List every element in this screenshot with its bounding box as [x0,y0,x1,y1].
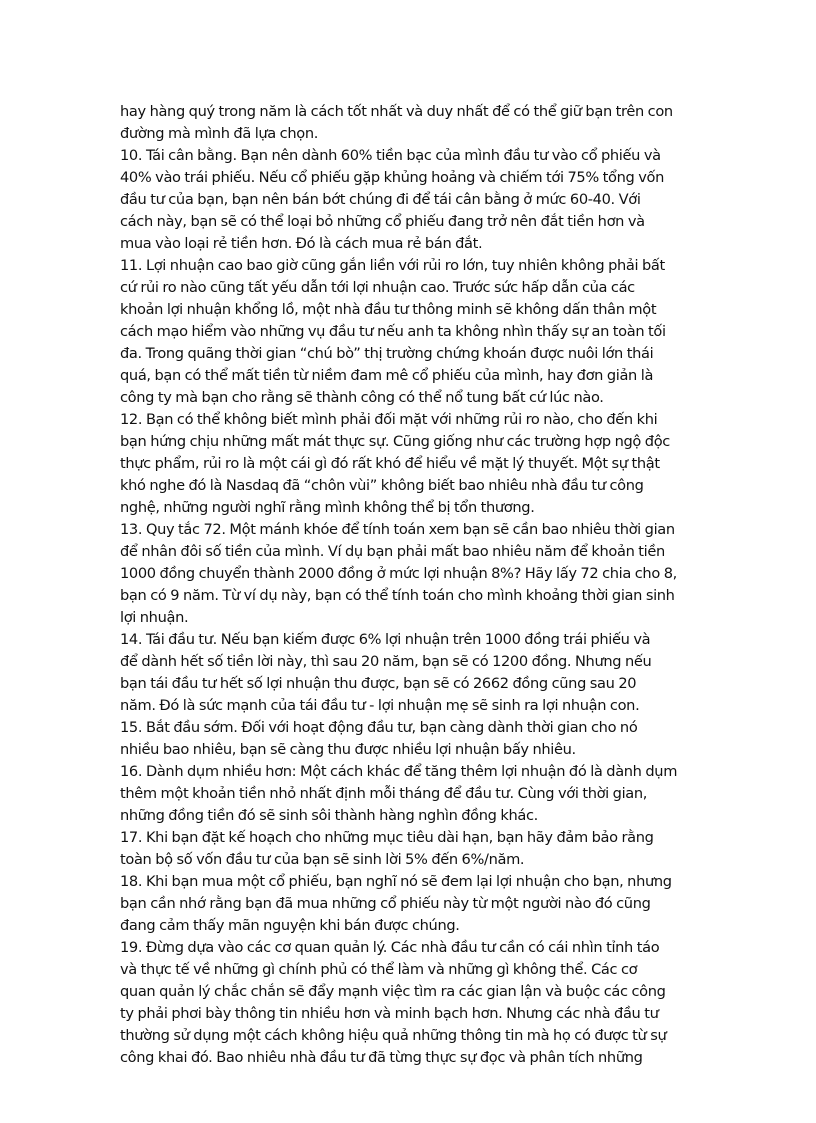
text-line: 19. Đừng dựa vào các cơ quan quản lý. Các nhà đầu tư cần có cái nhìn tỉnh táo [120,939,660,956]
text-line: hay hàng quý trong năm là cách tốt nhất và duy nhất để có thể giữ bạn trên con [120,103,673,120]
text-line: 40% vào trái phiếu. Nếu cổ phiếu gặp khủng hoảng và chiếm tới 75% tổng vốn [120,169,664,186]
text-line: nhiều bao nhiêu, bạn sẽ càng thu được nhiều lợi nhuận bấy nhiêu. [120,741,576,758]
text-line: đường mà mình đã lựa chọn. [120,125,319,142]
text-line: quá, bạn có thể mất tiền từ niềm đam mê cổ phiếu của mình, hay đơn giản là [120,367,654,384]
text-line: 14. Tái đầu tư. Nếu bạn kiếm được 6% lợi nhuận trên 1000 đồng trái phiếu và [120,631,651,648]
text-line: 16. Dành dụm nhiều hơn: Một cách khác để tăng thêm lợi nhuận đó là dành dụm [120,763,678,780]
text-line: 17. Khi bạn đặt kế hoạch cho những mục tiêu dài hạn, bạn hãy đảm bảo rằng [120,829,654,846]
text-line: khó nghe đó là Nasdaq đã “chôn vùi” không biết bao nhiêu nhà đầu tư công [120,477,644,494]
text-line: bạn cần nhớ rằng bạn đã mua những cổ phiếu này từ một người nào đó cũng [120,895,651,912]
text-line: 10. Tái cân bằng. Bạn nên dành 60% tiền bạc của mình đầu tư vào cổ phiếu và [120,147,661,164]
text-line: 1000 đồng chuyển thành 2000 đồng ở mức lợi nhuận 8%? Hãy lấy 72 chia cho 8, [120,565,677,582]
text-line: lợi nhuận. [120,609,189,626]
text-line: thường sử dụng một cách không hiệu quả những thông tin mà họ có được từ sự [120,1027,667,1044]
text-line: thêm một khoản tiền nhỏ nhất định mỗi tháng để đầu tư. Cùng với thời gian, [120,785,648,802]
text-line: bạn hứng chịu những mất mát thực sự. Cũng giống như các trường hợp ngộ độc [120,433,670,450]
text-line: cách này, bạn sẽ có thể loại bỏ những cổ phiếu đang trở nên đắt tiền hơn và [120,213,645,230]
text-line: nghệ, những người nghĩ rằng mình không thể bị tổn thương. [120,499,535,516]
text-line: cách mạo hiểm vào những vụ đầu tư nếu anh ta không nhìn thấy sự an toàn tối [120,323,666,340]
text-line: 12. Bạn có thể không biết mình phải đối mặt với những rủi ro nào, cho đến khi [120,411,658,428]
document-body-text [120,101,720,1069]
text-line: quan quản lý chắc chắn sẽ đẩy mạnh việc tìm ra các gian lận và buộc các công [120,983,666,1000]
text-line: đầu tư của bạn, bạn nên bán bớt chúng đi để tái cân bằng ở mức 60-40. Với [120,191,641,208]
text-line: ty phải phơi bày thông tin nhiều hơn và minh bạch hơn. Nhưng các nhà đầu tư [120,1005,659,1022]
text-line: 11. Lợi nhuận cao bao giờ cũng gắn liền với rủi ro lớn, tuy nhiên không phải bất [120,257,665,274]
text-line: để dành hết số tiền lời này, thì sau 20 năm, bạn sẽ có 1200 đồng. Nhưng nếu [120,653,652,670]
text-line: để nhân đôi số tiền của mình. Ví dụ bạn phải mất bao nhiêu năm để khoản tiền [120,543,665,560]
text-line: đa. Trong quãng thời gian “chú bò” thị trường chứng khoán được nuôi lớn thái [120,345,654,362]
text-line: 13. Quy tắc 72. Một mánh khóe để tính toán xem bạn sẽ cần bao nhiêu thời gian [120,521,675,538]
text-line: cứ rủi ro nào cũng tất yếu dẫn tới lợi nhuận cao. Trước sức hấp dẫn của các [120,279,635,296]
text-line: công khai đó. Bao nhiêu nhà đầu tư đã từng thực sự đọc và phân tích những [120,1049,643,1066]
text-line: công ty mà bạn cho rằng sẽ thành công có thể nổ tung bất cứ lúc nào. [120,389,604,406]
text-line: thực phẩm, rủi ro là một cái gì đó rất khó để hiểu về mặt lý thuyết. Một sự thật [120,455,660,472]
text-line: những đồng tiền đó sẽ sinh sôi thành hàng nghìn đồng khác. [120,807,538,824]
text-line: bạn có 9 năm. Từ ví dụ này, bạn có thể tính toán cho mình khoảng thời gian sinh [120,587,675,604]
text-line: toàn bộ số vốn đầu tư của bạn sẽ sinh lời 5% đến 6%/năm. [120,851,525,868]
text-line: khoản lợi nhuận khổng lồ, một nhà đầu tư thông minh sẽ không dấn thân một [120,301,657,318]
text-line: bạn tái đầu tư hết số lợi nhuận thu được, bạn sẽ có 2662 đồng cũng sau 20 [120,675,637,692]
text-line: 15. Bắt đầu sớm. Đối với hoạt động đầu tư, bạn càng dành thời gian cho nó [120,719,638,736]
text-line: 18. Khi bạn mua một cổ phiếu, bạn nghĩ nó sẽ đem lại lợi nhuận cho bạn, nhưng [120,873,672,890]
text-line: đang cảm thấy mãn nguyện khi bán được chúng. [120,917,460,934]
text-line: và thực tế về những gì chính phủ có thể làm và những gì không thể. Các cơ [120,961,638,978]
text-line: mua vào loại rẻ tiền hơn. Đó là cách mua rẻ bán đắt. [120,235,483,252]
text-line: năm. Đó là sức mạnh của tái đầu tư - lợi nhuận mẹ sẽ sinh ra lợi nhuận con. [120,697,640,714]
